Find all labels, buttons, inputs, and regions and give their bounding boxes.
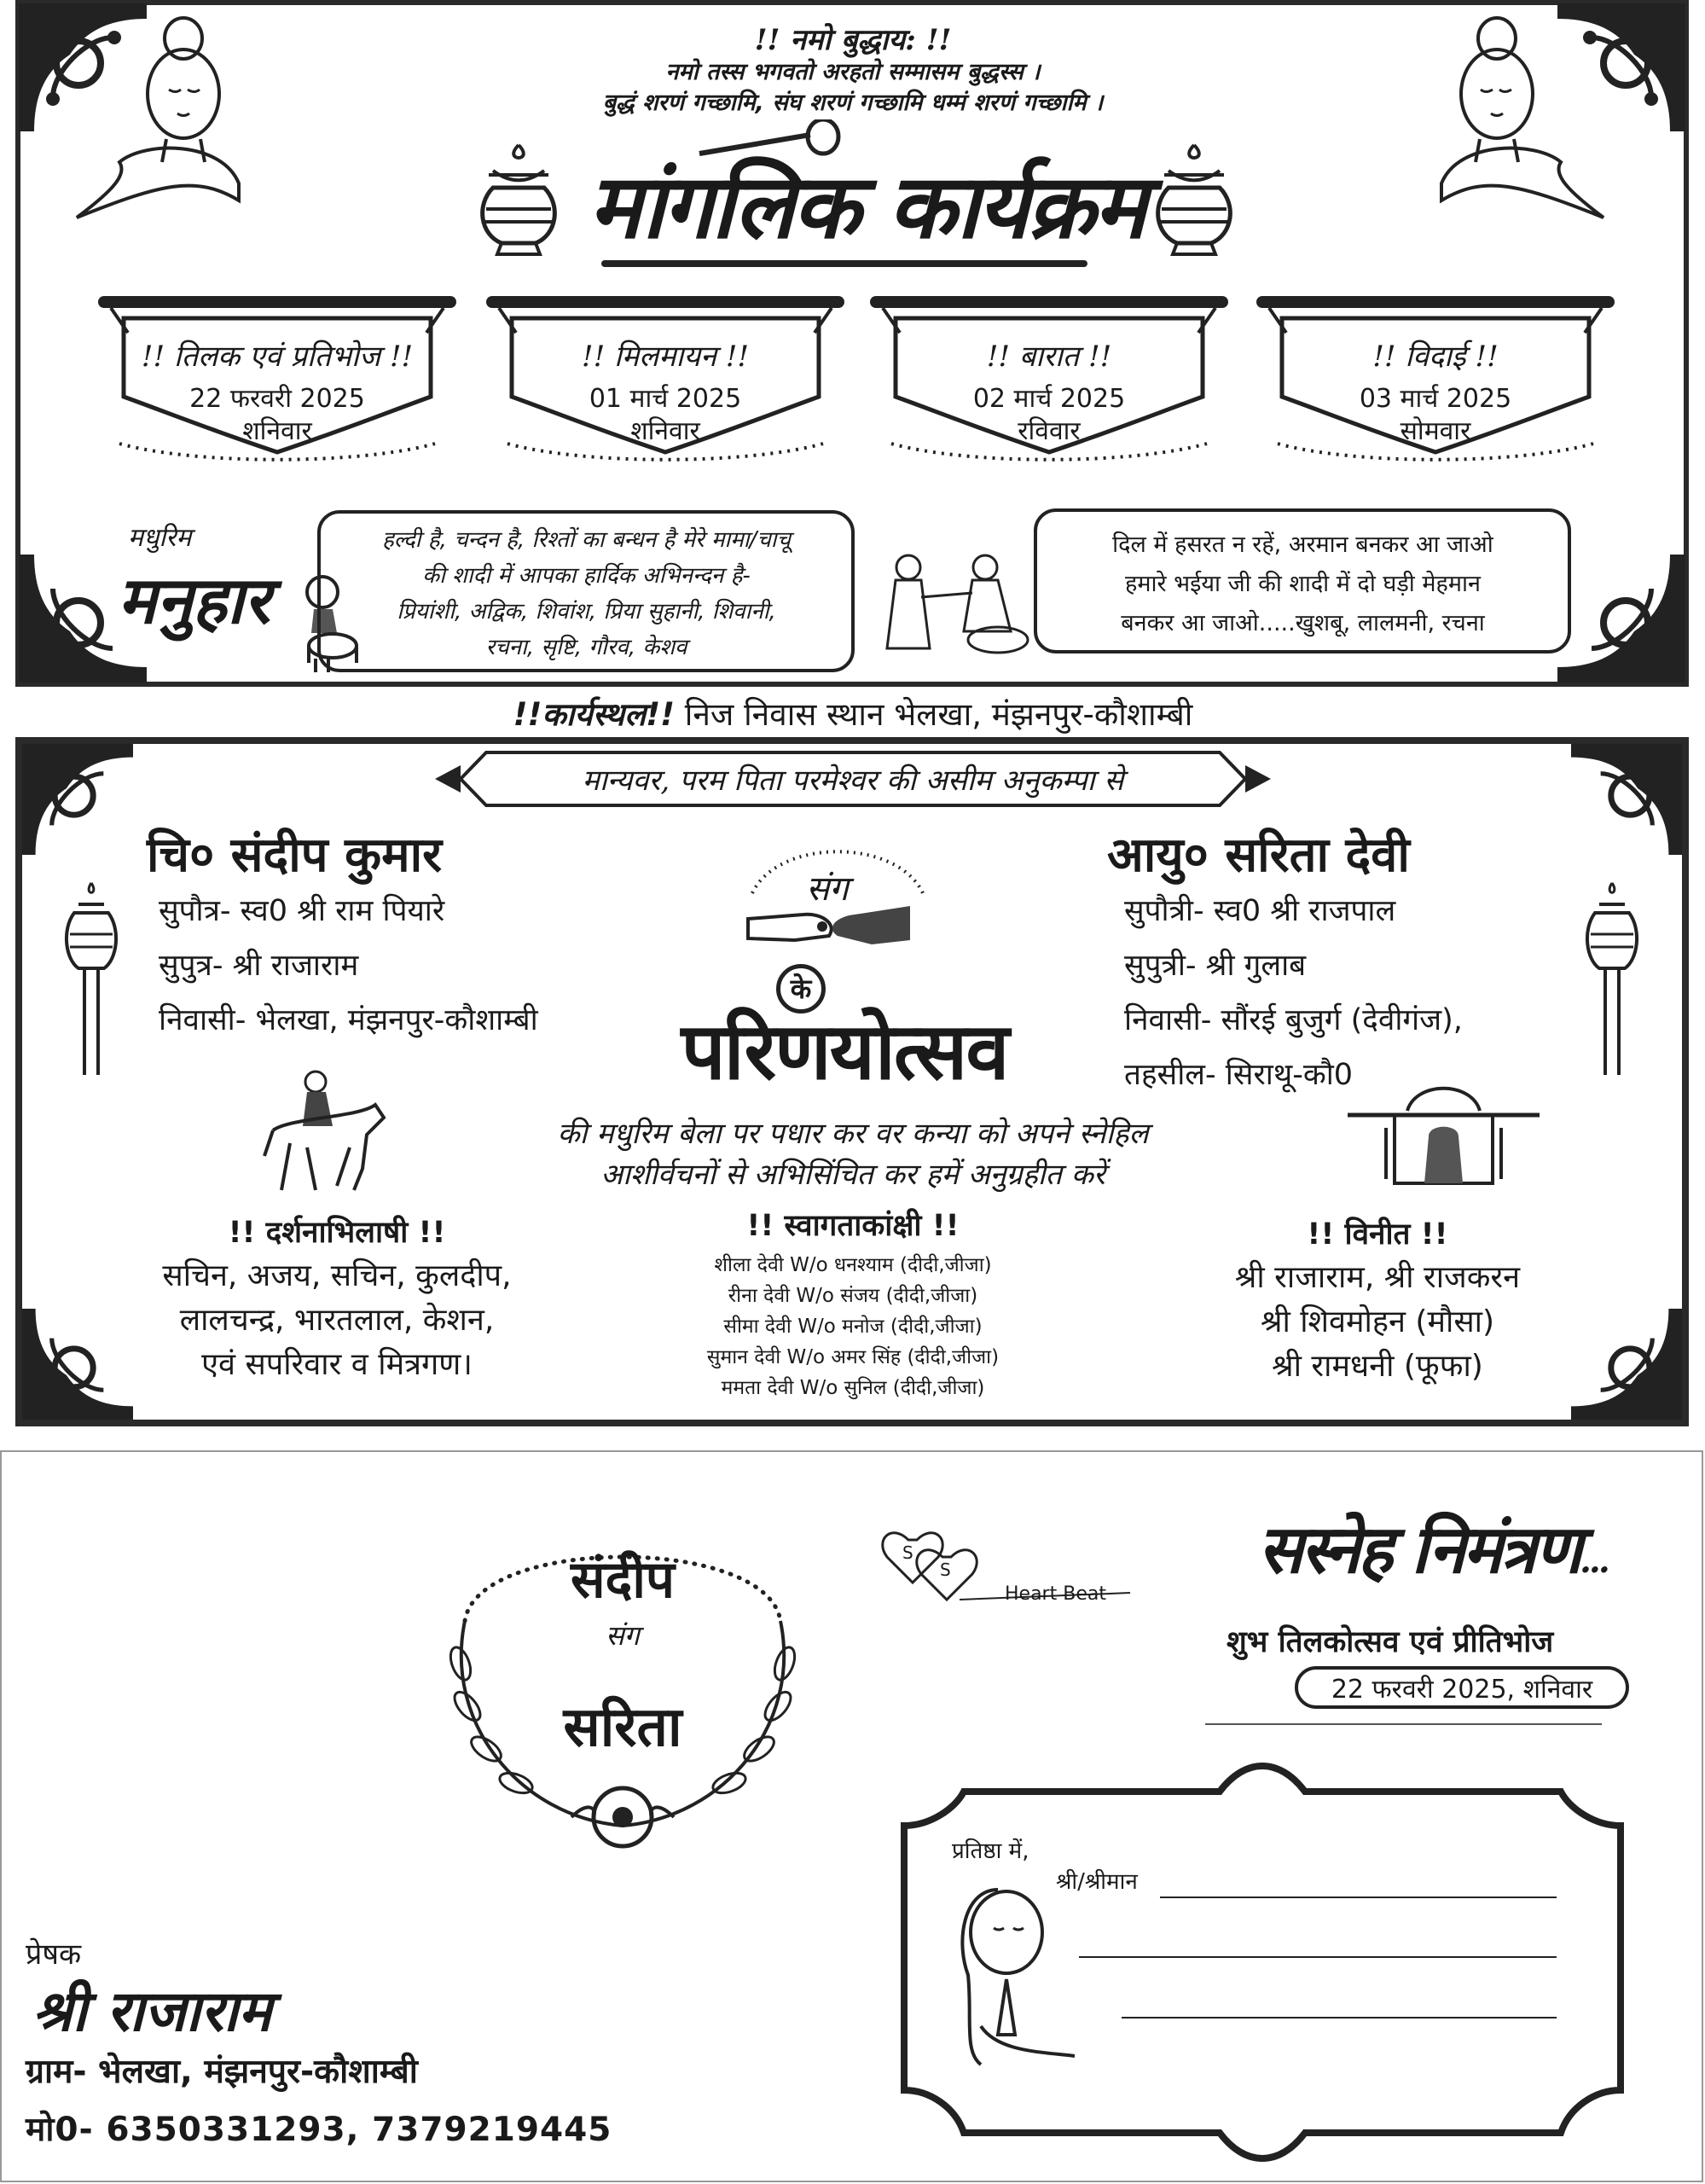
ke-label: के — [790, 973, 812, 1005]
corner-ornament-main-top-left — [22, 744, 133, 855]
namaste-girl-illustration — [947, 1873, 1092, 2069]
event-card — [883, 294, 1215, 446]
lamp-post-right — [1582, 879, 1642, 1075]
event-date: 22 फरवरी 2025, शनिवार — [1331, 1675, 1593, 1705]
sasneh-nimantran-title — [1258, 1502, 1608, 1592]
event-title: !! विदाई !! — [1372, 340, 1499, 374]
message-left-line: की शादी में आपका हार्दिक अभिनन्दन है- — [422, 563, 751, 589]
swagat-line: रीना देवी W/o संजय (दीदी,जीजा) — [728, 1285, 978, 1307]
message-left-line: हल्दी है, चन्दन है, रिश्तों का बन्धन है मेरे मामा/चाचू — [381, 527, 792, 553]
event-day: सोमवार — [1400, 416, 1471, 446]
heart-letter-1: S — [902, 1542, 913, 1563]
divider-line — [1205, 1723, 1602, 1725]
bride-name: आयु० सरिता देवी — [1107, 827, 1410, 883]
parinayotsav-title: परिणयोत्सव — [681, 1006, 1008, 1097]
event-title: !! बारात !! — [986, 340, 1112, 374]
darshan-list — [85, 1254, 589, 1387]
doli-palanquin-illustration — [1348, 1077, 1540, 1188]
message-left-line: रचना, सृष्टि, गौरव, केशव — [485, 635, 687, 660]
vinit-line: श्री रामधनी (फूफा) — [1272, 1349, 1483, 1384]
sender-phone: मो0- 6350331293, 7379219445 — [26, 2111, 612, 2149]
bride-details — [1124, 884, 1463, 1102]
event-date: 22 फरवरी 2025 — [189, 384, 365, 414]
address-line-3 — [1122, 2017, 1557, 2018]
manuhar-big-label: मनुहार — [118, 562, 270, 638]
message-right-line: बनकर आ जाओ.....खुशबू, लालमनी, रचना — [1121, 610, 1485, 636]
event-day: शनिवार — [242, 416, 312, 446]
address-line-2 — [1079, 1956, 1557, 1958]
sender-address: ग्राम- भेलखा, मंझनपुर-कौशाम्बी — [26, 2053, 418, 2091]
groom-detail-line: सुपौत्र- स्व0 श्री राम पियारे — [159, 894, 445, 928]
corner-ornament-bottom-right — [1557, 555, 1685, 682]
wreath-top-name: संदीप — [570, 1550, 676, 1610]
swagat-line: शीला देवी W/o धनश्याम (दीदी,जीजा) — [714, 1254, 992, 1276]
buddha-illustration-right — [1433, 13, 1612, 226]
sasneh-nimantran-text: सस्नेह निमंत्रण — [1258, 1511, 1580, 1589]
groom-detail-line: सुपुत्र- श्री राजाराम — [159, 949, 359, 983]
venue-label: !!कार्यस्थल!! — [513, 696, 675, 733]
buddha-illustration-left — [68, 13, 247, 226]
invocation-title: !! नमो बुद्धाय: !! — [754, 23, 952, 57]
wreath-sang: संग — [606, 1619, 640, 1652]
event-day: रविवार — [1018, 416, 1081, 446]
bride-detail-line: सुपुत्री- श्री गुलाब — [1124, 949, 1307, 983]
sang-label: संग — [806, 869, 849, 909]
message-right-line: दिल में हसरत न रहें, अरमान बनकर आ जाओ — [1112, 531, 1493, 558]
manuhar-small-label: मधुरिम — [128, 523, 192, 553]
invite-line-2: आशीर्वचनों से अभिसिंचित कर हमें अनुग्रहीत करें — [600, 1158, 1105, 1192]
vinit-list — [1160, 1256, 1595, 1389]
bride-detail-line: निवासी- सौंरई बुजुर्ग (देवीगंज), — [1124, 1003, 1463, 1037]
swagat-title: !! स्वागताकांक्षी !! — [746, 1209, 960, 1243]
event-card — [111, 294, 444, 446]
event-title: शुभ तिलकोत्सव एवं प्रीतिभोज — [1227, 1625, 1554, 1659]
address-line-1 — [1160, 1896, 1557, 1898]
darshan-line: सचिन, अजय, सचिन, कुलदीप, — [162, 1258, 512, 1293]
heart-beat-label: Heart Beat — [1005, 1583, 1106, 1605]
event-date: 02 मार्च 2025 — [972, 384, 1126, 414]
message-right-line: हमारे भईया जी की शादी में दो घड़ी मेहमान — [1125, 571, 1481, 597]
groom-details — [159, 884, 538, 1048]
invite-line-1: की मधुरिम बेला पर पधार कर वर कन्या को अपने स्नेहिल — [557, 1117, 1149, 1151]
bride-detail-line: तहसील- सिराथू-कौ0 — [1124, 1058, 1354, 1092]
darshan-line: एवं सपरिवार व मित्रगण। — [201, 1347, 473, 1382]
pratishtha-label: प्रतिष्ठा में, — [952, 1838, 1029, 1864]
bride-detail-line: सुपौत्री- स्व0 श्री राजपाल — [1124, 894, 1396, 928]
shriman-label: श्री/श्रीमान — [1056, 1869, 1138, 1895]
event-title: !! मिलमायन !! — [581, 340, 750, 374]
event-day: शनिवार — [630, 416, 700, 446]
message-left-line: प्रियांशी, अद्विक, शिवांश, प्रिया सुहानी, शिवानी, — [397, 599, 776, 624]
kalash-icon-right — [1143, 136, 1245, 256]
lamp-post-left — [61, 879, 121, 1075]
event-date: 03 मार्च 2025 — [1359, 384, 1512, 414]
sender-label: प्रेषक — [26, 1937, 82, 1972]
darshan-line: लालचन्द्र, भारतलाल, केशन, — [179, 1303, 495, 1338]
invocation-line-1: नमो तस्स भगवतो अरहतो सम्मासम बुद्धस्स । — [665, 59, 1041, 85]
event-date: 01 मार्च 2025 — [589, 384, 742, 414]
message-left-text — [324, 522, 849, 665]
darshan-title: !! दर्शनाभिलाषी !! — [228, 1216, 446, 1250]
groom-name: चि० संदीप कुमार — [147, 827, 442, 883]
program-title-underline — [601, 260, 1087, 267]
message-right-text — [1041, 526, 1565, 643]
kalash-icon-left — [467, 136, 570, 256]
heart-letter-2: S — [940, 1560, 951, 1580]
event-card — [499, 294, 832, 446]
groom-on-horse-illustration — [256, 1066, 392, 1194]
program-title: मांगलिक कार्यक्रम — [589, 154, 1145, 258]
venue-text: निज निवास स्थान भेलखा, मंझनपुर-कौशाम्बी — [684, 696, 1193, 733]
vinit-line: श्री शिवमोहन (मौसा) — [1260, 1304, 1495, 1339]
swagat-line: ममता देवी W/o सुनिल (दीदी,जीजा) — [721, 1377, 985, 1399]
event-card — [1269, 294, 1602, 446]
wreath-bottom-name: सरिता — [563, 1695, 682, 1759]
swagat-line: सीमा देवी W/o मनोज (दीदी,जीजा) — [723, 1316, 983, 1338]
wedding-couple-illustration — [870, 546, 1032, 657]
groom-detail-line: निवासी- भेलखा, मंझनपुर-कौशाम्बी — [159, 1003, 538, 1037]
venue-line — [171, 691, 1535, 735]
swagat-list — [648, 1250, 1058, 1403]
swagat-line: सुमान देवी W/o अमर सिंह (दीदी,जीजा) — [706, 1346, 1000, 1368]
banner-text: मान्यवर, परम पिता परमेश्वर की असीम अनुकम्पा से — [582, 764, 1124, 798]
sasneh-nimantran-dots: ... — [1579, 1541, 1608, 1581]
event-title: !! तिलक एवं प्रतिभोज !! — [141, 340, 414, 374]
sender-name: श्री राजाराम — [32, 1978, 272, 2044]
corner-ornament-main-top-right — [1571, 744, 1682, 855]
holding-hands-illustration — [744, 889, 914, 957]
invocation-line-2: बुद्धं शरणं गच्छामि, संघ शरणं गच्छामि धम्मं शरणं गच्छामि । — [602, 90, 1104, 116]
vinit-title: !! विनीत !! — [1307, 1217, 1448, 1252]
vinit-line: श्री राजाराम, श्री राजकरन — [1234, 1260, 1521, 1295]
